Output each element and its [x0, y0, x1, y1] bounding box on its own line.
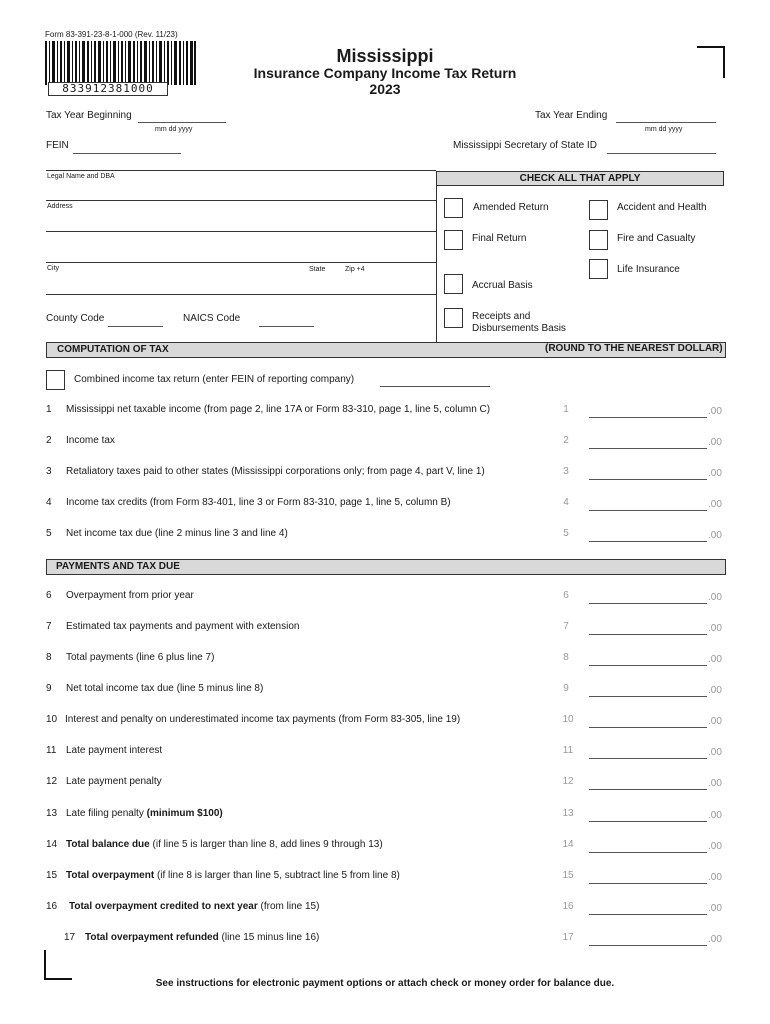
line-number: 1 — [46, 404, 52, 415]
line-number: 6 — [46, 590, 52, 601]
box-number: 8 — [563, 652, 569, 663]
receipts-label-1: Receipts and — [472, 311, 531, 322]
line-number: 15 — [46, 870, 58, 881]
life-insurance-checkbox[interactable] — [589, 259, 608, 279]
box-number: 7 — [563, 621, 569, 632]
amount-field-line-12[interactable] — [589, 789, 707, 790]
line-description-bold: Total overpayment refunded — [85, 932, 219, 943]
box-number: 14 — [562, 839, 574, 850]
line-description-plain: (from line 15) — [257, 901, 320, 912]
line-number: 10 — [46, 714, 58, 725]
line-number: 12 — [46, 776, 58, 787]
amount-field-line-17[interactable] — [589, 945, 707, 946]
line-description-plain: Late filing penalty — [66, 808, 147, 819]
legal-name-label: Legal Name and DBA — [47, 173, 115, 180]
line-number: 5 — [46, 528, 52, 539]
accrual-basis-checkbox[interactable] — [444, 274, 463, 294]
cents-suffix: .00 — [708, 654, 722, 665]
amount-field-line-14[interactable] — [589, 852, 707, 853]
sos-id-field[interactable] — [607, 153, 716, 154]
amount-field-line-8[interactable] — [589, 665, 707, 666]
line-number: 9 — [46, 683, 52, 694]
box-number: 5 — [563, 528, 569, 539]
amount-field-line-9[interactable] — [589, 696, 707, 697]
line-description: Mississippi net taxable income (from page 2, line 17A or Form 83-310, page 1, line 5, column C) — [66, 404, 491, 415]
box-number: 2 — [563, 435, 569, 446]
cents-suffix: .00 — [708, 406, 722, 417]
line-number: 7 — [46, 621, 52, 632]
box-number: 6 — [563, 590, 569, 601]
line-description-plain: (if line 5 is larger than line 8, add lines 9 through 13) — [149, 839, 383, 850]
combined-return-fein-field[interactable] — [380, 386, 490, 387]
amount-field-line-5[interactable] — [589, 541, 707, 542]
line-description-bold: Total overpayment credited to next year — [69, 901, 258, 912]
city-label: City — [47, 265, 60, 272]
cents-suffix: .00 — [708, 778, 722, 789]
amount-field-line-3[interactable] — [589, 479, 707, 480]
amount-field-line-1[interactable] — [589, 417, 707, 418]
line-description: Overpayment from prior year — [66, 590, 194, 601]
combined-return-checkbox[interactable] — [46, 370, 65, 390]
sos-id-label: Mississippi Secretary of State ID — [453, 140, 597, 151]
barcode-number: 833912381000 — [48, 82, 168, 96]
line-number: 4 — [46, 497, 52, 508]
cents-suffix: .00 — [708, 934, 722, 945]
accident-health-label: Accident and Health — [617, 202, 707, 213]
cents-suffix: .00 — [708, 685, 722, 696]
line-description: Interest and penalty on underestimated income tax payments (from Form 83-305, line 19) — [65, 714, 461, 725]
state-label: State — [309, 266, 326, 273]
box-number: 11 — [562, 745, 574, 756]
line-description: Late payment penalty — [66, 776, 162, 787]
box-number: 3 — [563, 466, 569, 477]
form-year: 2023 — [369, 81, 401, 97]
amount-field-line-4[interactable] — [589, 510, 707, 511]
line-number: 13 — [46, 808, 58, 819]
amended-return-checkbox[interactable] — [444, 198, 463, 218]
line-number: 16 — [46, 901, 58, 912]
computation-title: COMPUTATION OF TAX — [57, 344, 169, 355]
line-description: Income tax credits (from Form 83-401, line 3 or Form 83-310, page 1, line 5, column B) — [66, 497, 451, 508]
line-number: 8 — [46, 652, 52, 663]
divider — [436, 186, 437, 342]
box-number: 16 — [562, 901, 574, 912]
line-description — [69, 901, 319, 912]
amount-field-line-13[interactable] — [589, 821, 707, 822]
form-title-state: Mississippi — [336, 46, 434, 66]
accident-health-checkbox[interactable] — [589, 200, 608, 220]
amount-field-line-11[interactable] — [589, 758, 707, 759]
county-code-label: County Code — [46, 313, 105, 324]
box-number: 15 — [562, 870, 574, 881]
line-description: Net total income tax due (line 5 minus line 8) — [66, 683, 264, 694]
divider — [46, 170, 436, 171]
footer-note: See instructions for electronic payment options or attach check or money order for balance due. — [155, 978, 615, 989]
date-hint: mm dd yyyy — [155, 126, 193, 133]
line-description-plain: (if line 8 is larger than line 5, subtract line 5 from line 8) — [154, 870, 400, 881]
line-number: 3 — [46, 466, 52, 477]
form-title: Insurance Company Income Tax Return — [253, 65, 517, 81]
zip-label: Zip +4 — [345, 266, 365, 273]
county-code-field[interactable] — [108, 326, 163, 327]
amount-field-line-10[interactable] — [589, 727, 707, 728]
fein-label: FEIN — [46, 140, 69, 151]
amount-field-line-7[interactable] — [589, 634, 707, 635]
amount-field-line-15[interactable] — [589, 883, 707, 884]
form-id: Form 83-391-23-8-1-000 (Rev. 11/23) — [45, 30, 178, 39]
tax-year-beginning-field[interactable] — [138, 122, 226, 123]
cents-suffix: .00 — [708, 592, 722, 603]
cents-suffix: .00 — [708, 747, 722, 758]
tax-year-beginning-label: Tax Year Beginning — [46, 110, 132, 121]
combined-return-label: Combined income tax return (enter FEIN of reporting company) — [74, 374, 355, 385]
accrual-basis-label: Accrual Basis — [472, 280, 533, 291]
address-label: Address — [47, 203, 73, 210]
naics-code-field[interactable] — [259, 326, 314, 327]
box-number: 1 — [563, 404, 569, 415]
box-number: 9 — [563, 683, 569, 694]
date-hint: mm dd yyyy — [645, 126, 683, 133]
box-number: 12 — [562, 776, 574, 787]
amount-field-line-16[interactable] — [589, 914, 707, 915]
amount-field-line-6[interactable] — [589, 603, 707, 604]
line-description: Total payments (line 6 plus line 7) — [66, 652, 215, 663]
box-number: 4 — [563, 497, 569, 508]
line-number: 2 — [46, 435, 52, 446]
legal-name-field[interactable] — [46, 200, 436, 201]
address-field-1[interactable] — [46, 231, 436, 232]
line-description: Net income tax due (line 2 minus line 3 and line 4) — [66, 528, 288, 539]
line-number: 14 — [46, 839, 58, 850]
tax-year-ending-field[interactable] — [616, 122, 716, 123]
line-description — [66, 839, 383, 850]
corner-mark-bottom-left — [44, 950, 72, 980]
payments-title: PAYMENTS AND TAX DUE — [56, 561, 180, 572]
amount-field-line-2[interactable] — [589, 448, 707, 449]
city-state-zip-field[interactable] — [46, 294, 436, 295]
cents-suffix: .00 — [708, 623, 722, 634]
address-field-2[interactable] — [46, 262, 436, 263]
cents-suffix: .00 — [708, 841, 722, 852]
final-return-label: Final Return — [472, 233, 527, 244]
line-description: Estimated tax payments and payment with extension — [66, 621, 300, 632]
line-description: Retaliatory taxes paid to other states (Mississippi corporations only; from page 4, part V, line 1) — [66, 466, 485, 477]
check-all-header: CHECK ALL THAT APPLY — [436, 171, 724, 186]
line-description — [85, 932, 319, 943]
receipts-label-2: Disbursements Basis — [472, 323, 566, 334]
fire-casualty-checkbox[interactable] — [589, 230, 608, 250]
cents-suffix: .00 — [708, 810, 722, 821]
round-note: (ROUND TO THE NEAREST DOLLAR) — [545, 343, 723, 354]
box-number: 13 — [562, 808, 574, 819]
line-description-bold: (minimum $100) — [146, 808, 223, 819]
receipts-disbursements-checkbox[interactable] — [444, 308, 463, 328]
line-description: Late payment interest — [66, 745, 163, 756]
fein-field[interactable] — [73, 153, 181, 154]
line-description-plain: (line 15 minus line 16) — [218, 932, 320, 943]
cents-suffix: .00 — [708, 437, 722, 448]
box-number: 10 — [562, 714, 574, 725]
line-description — [66, 870, 400, 881]
cents-suffix: .00 — [708, 716, 722, 727]
tax-year-ending-label: Tax Year Ending — [535, 110, 608, 121]
cents-suffix: .00 — [708, 499, 722, 510]
final-return-checkbox[interactable] — [444, 230, 463, 250]
cents-suffix: .00 — [708, 530, 722, 541]
box-number: 17 — [562, 932, 574, 943]
fire-casualty-label: Fire and Casualty — [617, 233, 696, 244]
line-number: 17 — [64, 932, 76, 943]
line-description: Income tax — [66, 435, 115, 446]
life-insurance-label: Life Insurance — [617, 264, 680, 275]
cents-suffix: .00 — [708, 903, 722, 914]
line-description — [66, 808, 223, 819]
line-description-bold: Total balance due — [66, 839, 150, 850]
line-number: 11 — [46, 745, 57, 756]
amended-return-label: Amended Return — [473, 202, 549, 213]
naics-code-label: NAICS Code — [183, 313, 241, 324]
cents-suffix: .00 — [708, 468, 722, 479]
cents-suffix: .00 — [708, 872, 722, 883]
line-description-bold: Total overpayment — [66, 870, 155, 881]
